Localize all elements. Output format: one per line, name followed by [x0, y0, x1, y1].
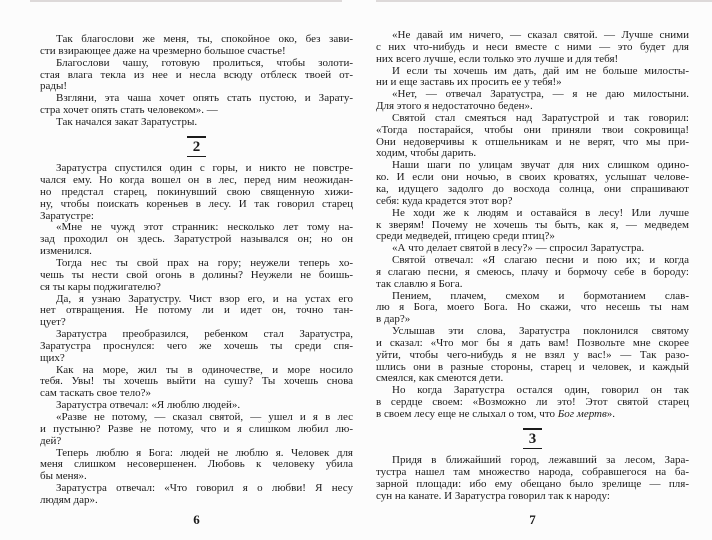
paragraph — [40, 222, 353, 258]
paragraph — [40, 34, 353, 58]
paragraph — [376, 30, 689, 66]
text-line: Благослови чашу, готовую пролиться, чтобы золоти- — [56, 56, 353, 69]
text-line: цует? — [40, 316, 66, 329]
page-number-right: 7 — [529, 512, 536, 527]
text-line: «Тогда постарайся, чтобы они приняли твои сокровища! — [376, 123, 689, 136]
section-number — [376, 428, 689, 450]
plain-text: ». — [606, 408, 616, 420]
page-right — [376, 0, 689, 540]
text-line: Святой отвечал: «Я слагаю песни и пою их; и когда — [392, 254, 689, 267]
text-line: Для этого я недостаточно беден». — [376, 100, 533, 113]
text-line: бы меня». — [40, 470, 87, 483]
text-line: чался ему. Но когда вошел он в лес, перед ним неожидан- — [40, 174, 353, 187]
italic-text: Бог мертв — [557, 408, 607, 420]
text-line: сун на канате. И Заратустра говорил так к народу: — [376, 489, 610, 502]
text-line: чешь ты нести свой огонь в долины? Неужели не боишь- — [40, 268, 353, 281]
text-line: ся ты кары поджигателю? — [40, 280, 161, 293]
text-line: в сердце своем: «Возможно ли это! Этот святой старец — [376, 396, 689, 409]
text-line: Взгляни, эта чаша хочет опять стать пустою, и Зарату- — [56, 92, 353, 105]
text-line: Пением, плачем, смехом и бормотанием слав- — [392, 289, 689, 302]
text-line: ко. И если они ночью, в своих кроватях, услышат челове- — [376, 171, 689, 184]
text-line: меня слишком несовершенен. Любовь к человеку убила — [40, 458, 353, 471]
text-line: к зверям! Почему не хочешь ты быть, как я, — медведем — [376, 218, 689, 231]
text-line: Придя в ближайший город, лежавший за лесом, Зара- — [392, 454, 689, 467]
text-line: Наши шаги по улицам звучат для них слишком одино- — [392, 159, 689, 172]
text-line: ка, идущего задолго до восхода солнца, они спрашивают — [376, 182, 689, 195]
text-line: я слагаю песни, я смеюсь, плачу и бормочу себе в бороду: — [376, 265, 689, 278]
text-line: среди медведей, птицею среди птиц?» — [376, 230, 555, 243]
text-line: себя: куда крадется этот вор? — [376, 194, 513, 207]
text-line: Заратустра проснулся: чего же хочешь ты среди спя- — [40, 339, 353, 352]
text-line: в дар?» — [376, 313, 411, 326]
paragraph — [40, 58, 353, 94]
text-line: стра хочет опять стать человеком». — — [40, 104, 218, 117]
text-line: тебя. Увы! ты хочешь выйти на сушу? Ты хочешь снова — [40, 375, 353, 388]
text-line: Заратустре: — [40, 209, 94, 222]
text-line: ну, чтобы поискать кореньев в лесу. И так говорил старец — [40, 197, 353, 210]
text-line: Заратустра преобразился, ребенком стал Заратустра, — [56, 328, 353, 341]
text-line: Так благослови же меня, ты, спокойное око, без зави- — [56, 33, 353, 45]
paragraph — [40, 483, 353, 507]
text-line: Святой стал смеяться над Заратустрой и так говорил: — [392, 111, 689, 124]
text-line: «Нет, — отвечал Заратустра, — я не даю милостыни. — [392, 88, 689, 101]
text-line: людям дар». — [40, 493, 98, 506]
paragraph — [40, 163, 353, 222]
text-line: с них что-нибудь и неси вместе с ними — это будет для — [376, 40, 689, 53]
text-line: «Не давай им ничего, — сказал святой. — Лучше сними — [392, 29, 689, 41]
text-line: изменился. — [40, 245, 92, 258]
text-line: Заратустра спустился один с горы, и никто не повстре- — [56, 162, 353, 175]
text-line: ни и еще заставь их просить ее у тебя!» — [376, 76, 562, 89]
text-line: тустра нашел там множество народа, собравшегося на ба- — [376, 466, 689, 479]
text-line: Они недоверчивы к отшельникам и не верят, что мы при- — [376, 135, 689, 148]
text-line: лю я Бога, моего Бога. Но скажи, что несешь ты нам — [376, 301, 689, 314]
paragraph — [40, 93, 353, 117]
text-line: зарной площади: ибо ему обещано было зрелище — пля- — [376, 478, 689, 491]
section-number-label: 2 — [187, 136, 207, 158]
text-line: Заратустра отвечал: «Я люблю людей». — [56, 399, 241, 412]
text-line: и сказал: «Что мог бы я дать вам! Позвольте мне скорее — [376, 336, 689, 349]
page-left — [40, 0, 353, 540]
text-line: стая влага текла из нее и несла всюду отблеск твоей от- — [40, 68, 353, 81]
text-line: Заратустра отвечал: «Что говорил я о любви! Я несу — [56, 482, 353, 495]
text-line: «Разве не потому, — сказал святой, — ушел и я в лес — [56, 410, 353, 423]
paragraph — [40, 117, 353, 129]
page-number-left: 6 — [193, 512, 200, 527]
paragraph — [376, 326, 689, 385]
text-line: Теперь люблю я Бога: людей не люблю я. Человек для — [56, 446, 353, 459]
text-line: сти взирающее даже на чрезмерно большое счастье! — [40, 44, 286, 57]
paragraph — [376, 113, 689, 160]
text-line: Но когда Заратустра остался один, говорил он так — [392, 384, 689, 397]
text-line: сам таскать свое тело?» — [40, 387, 151, 400]
text-line — [376, 409, 689, 421]
paragraph — [40, 365, 353, 401]
page-left-text — [40, 34, 353, 507]
text-line: дей? — [40, 434, 62, 447]
text-line: и пустыню? Разве не потому, что и я слишком любил лю- — [40, 422, 353, 435]
paragraph — [376, 255, 689, 291]
page-right-text — [376, 30, 689, 503]
text-line: Так начался закат Заратустры. — [56, 115, 198, 128]
section-number-label: 3 — [523, 428, 543, 450]
text-line: шлись они в разные стороны, старец и человек, и каждый — [376, 360, 689, 373]
paragraph — [40, 294, 353, 330]
paragraph — [376, 160, 689, 207]
text-line: ходим, чтобы дарить. — [376, 147, 477, 160]
text-line: рады! — [40, 80, 68, 93]
text-line: Да, я узнаю Заратустру. Чист взор его, и на устах его — [56, 292, 353, 305]
plain-text: в своем лесу еще не слыхал о том, что — [376, 408, 558, 420]
text-line: «Мне не чужд этот странник: несколько лет тому на- — [56, 221, 353, 234]
paragraph — [40, 329, 353, 365]
text-line: уйти, чтобы чего-нибудь я не взял у вас!» — Так разо- — [376, 348, 689, 361]
text-line: Не ходи же к людям и оставайся в лесу! Или лучше — [392, 206, 689, 219]
text-line: нет отвращения. Не потому ли и идет он, точно тан- — [40, 304, 353, 317]
paragraph — [376, 208, 689, 244]
text-line: них всего лучше, если только это лучше и для тебя! — [376, 52, 619, 65]
text-line: «А что делает святой в лесу?» — спросил Заратустра. — [392, 242, 645, 255]
paragraph — [376, 66, 689, 90]
text-line: но предстал старец, покинувший свою священную хижи- — [40, 185, 353, 198]
paragraph — [376, 385, 689, 421]
paragraph — [40, 412, 353, 448]
text-line: смеялся, как смеются дети. — [376, 372, 504, 385]
paragraph — [376, 291, 689, 327]
paragraph — [376, 89, 689, 113]
paragraph — [40, 448, 353, 484]
paragraph — [40, 258, 353, 294]
text-line: Тогда нес ты свой прах на гору; неужели теперь хо- — [56, 257, 353, 269]
text-line: И если ты хочешь им дать, дай им не больше милосты- — [392, 64, 689, 77]
text-line: щих? — [40, 351, 65, 364]
text-line: так славлю я Бога. — [376, 277, 463, 290]
text-line: Услышав эти слова, Заратустра поклонился святому — [392, 325, 689, 338]
section-number — [40, 136, 353, 158]
text-line: зад проходил он здесь. Заратустрой назывался он; но он — [40, 233, 353, 246]
paragraph — [376, 455, 689, 502]
text-line: Как на море, жил ты в одиночестве, и море носило — [56, 363, 353, 376]
